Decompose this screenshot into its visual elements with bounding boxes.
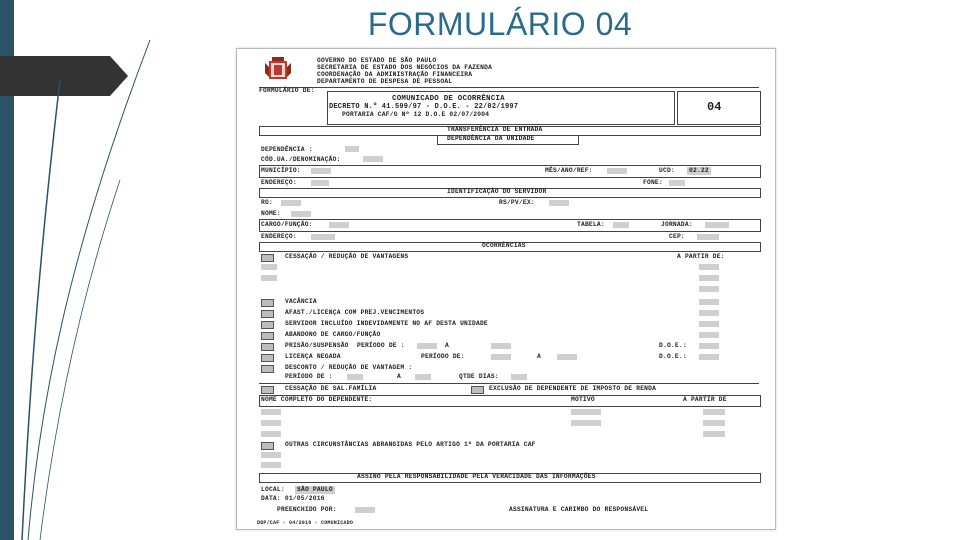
dep-motivo-2 [571, 420, 601, 426]
licenca-checkbox[interactable] [261, 354, 274, 362]
ocorrencias-label: OCORRÊNCIAS [482, 242, 526, 249]
header-line-3: COORDENAÇÃO DA ADMINISTRAÇÃO FINANCEIRA [317, 71, 473, 78]
header-line-1: GOVERNO DO ESTADO DE SÃO PAULO [317, 57, 437, 64]
mes-ano-ref-label: MÊS/ANO/REF: [545, 167, 593, 174]
exclusao-dep-label: EXCLUSÃO DE DEPENDENTE DE IMPOSTO DE RENDA [489, 385, 657, 392]
outras-checkbox[interactable] [261, 442, 274, 450]
prisao-label: PRISÃO/SUSPENSÃO [285, 342, 349, 349]
cargo-funcao-value [329, 222, 349, 228]
prisao-periodo-end [491, 343, 511, 349]
tabela-label: TABELA: [577, 221, 605, 228]
local-value: SÃO PAULO [297, 486, 333, 493]
servidor-incluido-checkbox[interactable] [261, 321, 274, 329]
cessacao-sal-label: CESSAÇÃO DE SAL.FAMÍLIA [285, 385, 377, 392]
desconto-periodo-label: PERÍODO DE : [285, 373, 333, 380]
jornada-label: JORNADA: [661, 221, 693, 228]
cod-denominacao-label: CÓD.UA./DENOMINAÇÃO: [261, 156, 341, 163]
rs-pv-ex-value [549, 200, 569, 206]
assinatura-label: ASSINATURA E CARIMBO DO RESPONSÁVEL [509, 506, 649, 513]
endereco-value [311, 180, 329, 186]
dependencia-label: DEPENDÊNCIA : [261, 146, 313, 153]
prisao-doe-value [699, 343, 719, 349]
licenca-label: LICENÇA NEGADA [285, 353, 341, 360]
cod-denominacao-value [363, 156, 383, 162]
motivo-label: MOTIVO [571, 396, 595, 403]
abandono-label: ABANDONO DE CARGO/FUNÇÃO [285, 331, 381, 338]
fone-value [669, 180, 685, 186]
decreto-line: DECRETO N.º 41.599/97 - D.O.E. - 22/02/1997 [329, 103, 519, 111]
cessacao-vantagens-checkbox[interactable] [261, 254, 274, 262]
dep-name-2 [261, 420, 281, 426]
prisao-periodo-label: PERÍODO DE : [357, 342, 405, 349]
licenca-periodo-label: PERÍODO DE: [421, 353, 465, 360]
preenchido-label: PREENCHIDO POR: [277, 506, 337, 513]
a-partir-de-label: A PARTIR DE: [677, 253, 725, 260]
municipio-row [259, 165, 761, 178]
licenca-doe-label: D.O.E.: [659, 353, 687, 360]
cessacao-sal-checkbox[interactable] [261, 386, 274, 394]
cep-label: CEP: [669, 233, 685, 240]
dep-name-1 [261, 409, 281, 415]
cargo-funcao-label: CARGO/FUNÇÃO: [261, 221, 313, 228]
rs-pv-ex-label: RS/PV/EX: [499, 199, 535, 206]
jornada-value [705, 222, 729, 228]
divider [259, 383, 759, 384]
endereco-label: ENDEREÇO: [261, 179, 297, 186]
fone-label: FONE: [643, 179, 663, 186]
identificacao-label: IDENTIFICAÇÃO DO SERVIDOR [447, 188, 547, 195]
desconto-a-label: A [397, 373, 401, 380]
ucd-label: UCD: [659, 167, 675, 174]
dep-motivo-1 [571, 409, 601, 415]
vantagem-field-2 [261, 275, 277, 281]
local-label: LOCAL: [261, 486, 285, 493]
abandono-checkbox[interactable] [261, 332, 274, 340]
qtde-dias-label: QTDE DIAS: [459, 373, 499, 380]
licenca-periodo-end [557, 354, 577, 360]
cep-value [697, 234, 719, 240]
preenchido-value [355, 507, 375, 513]
qtde-dias-value [511, 374, 527, 380]
comunicado-title: COMUNICADO DE OCORRÊNCIA [392, 95, 505, 103]
desconto-checkbox[interactable] [261, 365, 274, 373]
municipio-value [311, 168, 331, 174]
exclusao-dep-checkbox[interactable] [471, 386, 484, 394]
cessacao-vantagens-label: CESSAÇÃO / REDUÇÃO DE VANTAGENS [285, 253, 409, 260]
data-label: DATA: 01/05/2016 [261, 495, 325, 502]
licenca-a-label: A [537, 353, 541, 360]
licenca-doe-value [699, 354, 719, 360]
outras-label: OUTRAS CIRCUNSTÂNCIAS ABRANGIDAS PELO ARTIGO 1º DA PORTARIA CAF [285, 441, 536, 448]
desconto-periodo-end [415, 374, 431, 380]
slide-title: FORMULÁRIO 04 [367, 6, 633, 42]
rg-value [281, 200, 301, 206]
nome-dep-label: NOME COMPLETO DO DEPENDENTE: [261, 396, 373, 403]
afastamento-label: AFAST./LICENÇA COM PREJ.VENCIMENTOS [285, 309, 425, 316]
dep-date-1 [703, 409, 725, 415]
vantagem-date-1 [699, 264, 719, 270]
vacancia-date [699, 299, 719, 305]
assino-label: ASSINO PELA RESPONSABILIDADE PELA VERACIDADE DAS INFORMAÇÕES [357, 473, 596, 480]
tabela-value [613, 222, 629, 228]
vacancia-checkbox[interactable] [261, 299, 274, 307]
servidor-incluido-label: SERVIDOR INCLUÍDO INDEVIDAMENTE NO AF DESTA UNIDADE [285, 320, 488, 327]
dep-date-3 [703, 431, 725, 437]
dep-name-3 [261, 431, 281, 437]
afastamento-checkbox[interactable] [261, 310, 274, 318]
header-line-4: DEPARTAMENTO DE DESPESA DE PESSOAL [317, 78, 453, 85]
prisao-doe-label: D.O.E.: [659, 342, 687, 349]
decorative-swoosh [0, 0, 240, 540]
prisao-checkbox[interactable] [261, 343, 274, 351]
ucd-value: 02.22 [689, 167, 709, 174]
licenca-periodo-start [491, 354, 511, 360]
municipio-label: MUNICÍPIO: [261, 167, 301, 174]
servidor-incluido-date [699, 321, 719, 327]
outras-field-2 [261, 462, 281, 468]
form-label: FORMULÁRIO DE: [259, 87, 315, 94]
unit-section-label: DEPENDÊNCIA DA UNIDADE [447, 135, 535, 142]
divider [259, 87, 759, 88]
endereco2-label: ENDEREÇO: [261, 233, 297, 240]
form-number: 04 [707, 100, 722, 114]
desconto-periodo-start [347, 374, 363, 380]
prisao-periodo-start [417, 343, 437, 349]
mes-ano-ref-value [607, 168, 627, 174]
dep-date-2 [703, 420, 725, 426]
afastamento-date [699, 310, 719, 316]
endereco2-value [311, 234, 335, 240]
nome-value [291, 211, 311, 217]
nome-label: NOME: [261, 210, 281, 217]
transfer-section-label: TRANSFERÊNCIA DE ENTRADA [447, 126, 543, 133]
abandono-date [699, 332, 719, 338]
portaria-line: PORTARIA CAF/G Nº 12 D.O.E 02/07/2004 [342, 111, 490, 118]
vacancia-label: VACÂNCIA [285, 298, 317, 305]
prisao-a-label: A [445, 342, 449, 349]
vantagem-field-1 [261, 264, 277, 270]
outras-field-1 [261, 452, 281, 458]
a-partir-de2-label: A PARTIR DE [683, 396, 727, 403]
sao-paulo-seal-icon [263, 57, 293, 83]
desconto-label: DESCONTO / REDUÇÃO DE VANTAGEM : [285, 364, 413, 371]
vantagem-date-3 [699, 286, 719, 292]
form-document [236, 48, 776, 530]
header-line-2: SECRETARIA DE ESTADO DOS NEGÓCIOS DA FAZENDA [317, 64, 493, 71]
vantagem-date-2 [699, 275, 719, 281]
footer-code: DDP/CAF - 04/2016 - COMUNICADO [257, 520, 354, 526]
rg-label: RG: [261, 199, 273, 206]
dependencia-value [345, 146, 359, 152]
